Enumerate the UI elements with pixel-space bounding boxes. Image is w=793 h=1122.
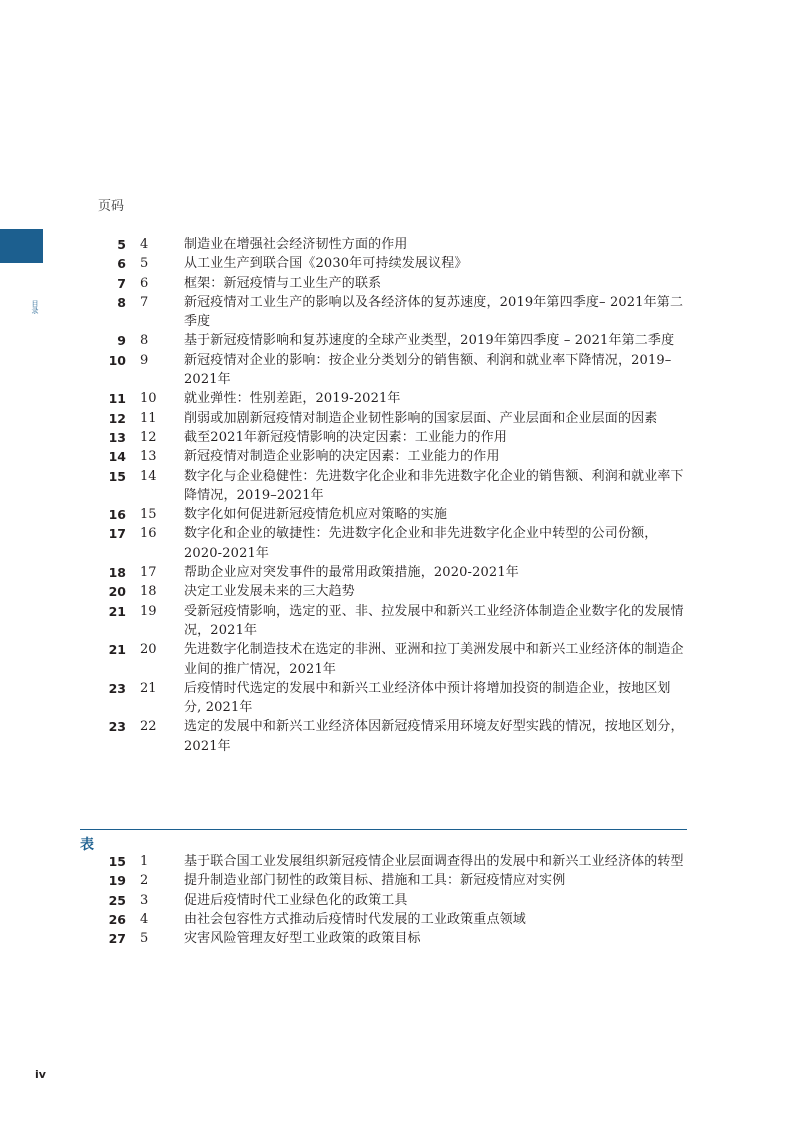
entry-title: 灾害风险管理友好型工业政策的政策目标 <box>184 931 421 947</box>
entry-page-number: 15 <box>108 468 126 484</box>
entry-page-number: 10 <box>108 352 126 368</box>
entry-title: 促进后疫情时代工业绿色化的政策工具 <box>184 892 408 908</box>
entry-page-number: 21 <box>108 603 126 619</box>
entry-title: 选定的发展中和新兴工业经济体因新冠疫情采用环境友好型实践的情况，按地区划分，2021年 <box>184 719 684 754</box>
page-number: iv <box>35 1068 46 1081</box>
entry-page-number: 21 <box>108 642 126 658</box>
entry-page-number: 7 <box>117 275 126 291</box>
entry-title: 新冠疫情对制造企业影响的决定因素：工业能力的作用 <box>184 449 500 465</box>
entry-title: 基于新冠疫情影响和复苏速度的全球产业类型，2019年第四季度 – 2021年第二季度 <box>184 333 675 349</box>
entry-title: 由社会包容性方式推动后疫情时代发展的工业政策重点领域 <box>184 911 526 927</box>
entry-page-number: 6 <box>117 256 126 272</box>
tables-heading: 表 <box>80 837 94 853</box>
figure-list <box>0 235 793 756</box>
entry-page-number: 13 <box>108 429 126 445</box>
entry-page-number: 15 <box>108 854 126 869</box>
toc-entry[interactable] <box>0 871 793 890</box>
entry-page-number: 18 <box>108 565 126 581</box>
toc-entry[interactable] <box>0 254 793 273</box>
toc-entry[interactable] <box>0 852 793 871</box>
entry-title: 新冠疫情对企业的影响：按企业分类划分的销售额、利润和就业率下降情况，2019–2021年 <box>184 352 672 388</box>
entry-page-number: 26 <box>108 911 126 927</box>
toc-entry[interactable] <box>0 929 793 948</box>
entry-title: 框架：新冠疫情与工业生产的联系 <box>184 275 382 291</box>
entry-page-number: 16 <box>108 507 126 523</box>
entry-title: 制造业在增强社会经济韧性方面的作用 <box>184 237 408 252</box>
entry-page-number: 11 <box>108 391 126 407</box>
toc-entry[interactable] <box>0 389 793 408</box>
toc-entry[interactable] <box>0 524 793 563</box>
toc-entry[interactable] <box>0 293 793 332</box>
sidebar-section-label: 目录 <box>31 300 39 314</box>
entry-title: 帮助企业应对突发事件的最常用政策措施，2020-2021年 <box>184 565 519 581</box>
entry-title: 提升制造业部门韧性的政策目标、措施和工具：新冠疫情应对实例 <box>184 873 566 889</box>
entry-page-number: 20 <box>108 584 126 600</box>
entry-page-number: 23 <box>108 680 126 696</box>
entry-number: 4 <box>140 911 149 927</box>
entry-number: 17 <box>140 565 157 581</box>
entry-page-number: 17 <box>108 526 126 542</box>
table-list <box>0 852 793 948</box>
entry-page-number: 9 <box>117 333 126 349</box>
toc-entry[interactable] <box>0 447 793 466</box>
entry-title: 受新冠疫情影响，选定的亚、非、拉发展中和新兴工业经济体制造企业数字化的发展情况，2021年 <box>184 603 684 638</box>
entry-title: 先进数字化制造技术在选定的非洲、亚洲和拉丁美洲发展中和新兴工业经济体的制造企业间的推广情况，2021年 <box>184 642 684 677</box>
toc-entry[interactable] <box>0 582 793 601</box>
section-divider <box>80 829 687 830</box>
entry-page-number: 23 <box>108 719 126 735</box>
entry-number: 10 <box>140 391 157 407</box>
toc-entry[interactable] <box>0 891 793 910</box>
entry-number: 2 <box>140 873 149 889</box>
entry-title: 决定工业发展未来的三大趋势 <box>184 584 355 600</box>
toc-entry[interactable] <box>0 602 793 641</box>
entry-number: 12 <box>140 429 157 445</box>
entry-number: 14 <box>140 468 157 484</box>
entry-number: 8 <box>140 333 149 349</box>
toc-entry[interactable] <box>0 563 793 582</box>
entry-number: 11 <box>140 410 157 426</box>
toc-entry[interactable] <box>0 351 793 390</box>
entry-page-number: 19 <box>108 873 126 889</box>
entry-title: 基于联合国工业发展组织新冠疫情企业层面调查得出的发展中和新兴工业经济体的转型 <box>184 854 684 869</box>
entry-number: 1 <box>140 854 149 869</box>
entry-number: 6 <box>140 275 149 291</box>
entry-page-number: 14 <box>108 449 126 465</box>
toc-entry[interactable] <box>0 717 793 756</box>
entry-number: 9 <box>140 352 149 368</box>
entry-page-number: 8 <box>117 294 126 310</box>
entry-title: 数字化与企业稳健性：先进数字化企业和非先进数字化企业的销售额、利润和就业率下降情况，2019–2021年 <box>184 468 684 503</box>
entry-page-number: 12 <box>108 410 126 426</box>
entry-number: 21 <box>140 680 157 696</box>
entry-number: 19 <box>140 603 157 619</box>
entry-title: 新冠疫情对工业生产的影响以及各经济体的复苏速度，2019年第四季度– 2021年第二季度 <box>184 294 684 330</box>
entry-title: 就业弹性：性别差距，2019-2021年 <box>184 391 401 407</box>
toc-entry[interactable] <box>0 910 793 929</box>
entry-number: 3 <box>140 892 149 908</box>
entry-title: 数字化和企业的敏捷性：先进数字化企业和非先进数字化企业中转型的公司份额，2020-2021年 <box>184 526 658 561</box>
toc-entry[interactable] <box>0 274 793 293</box>
entry-number: 20 <box>140 642 157 658</box>
toc-entry[interactable] <box>0 331 793 350</box>
entry-number: 5 <box>140 256 149 272</box>
entry-title: 后疫情时代选定的发展中和新兴工业经济体中预计将增加投资的制造企业，按地区划分, 2021年 <box>184 680 671 716</box>
toc-entry[interactable] <box>0 428 793 447</box>
entry-page-number: 25 <box>108 892 126 908</box>
entry-number: 18 <box>140 584 157 600</box>
entry-number: 16 <box>140 526 157 542</box>
entry-page-number: 27 <box>108 931 126 947</box>
toc-entry[interactable] <box>0 505 793 524</box>
entry-number: 13 <box>140 449 157 465</box>
toc-entry[interactable] <box>0 640 793 679</box>
page-column-label: 页码 <box>98 199 125 214</box>
entry-number: 7 <box>140 294 149 310</box>
entry-number: 4 <box>140 237 149 252</box>
entry-page-number: 5 <box>117 237 126 252</box>
toc-entry[interactable] <box>0 467 793 506</box>
entry-title: 削弱或加剧新冠疫情对制造企业韧性影响的国家层面、产业层面和企业层面的因素 <box>184 410 658 426</box>
entry-title: 截至2021年新冠疫情影响的决定因素：工业能力的作用 <box>184 429 507 445</box>
entry-number: 5 <box>140 931 149 947</box>
entry-number: 15 <box>140 507 157 523</box>
toc-entry[interactable] <box>0 409 793 428</box>
toc-entry[interactable] <box>0 235 793 254</box>
entry-title: 从工业生产到联合国《2030年可持续发展议程》 <box>184 256 468 272</box>
entry-title: 数字化如何促进新冠疫情危机应对策略的实施 <box>184 507 448 523</box>
toc-entry[interactable] <box>0 679 793 718</box>
entry-number: 22 <box>140 719 157 735</box>
